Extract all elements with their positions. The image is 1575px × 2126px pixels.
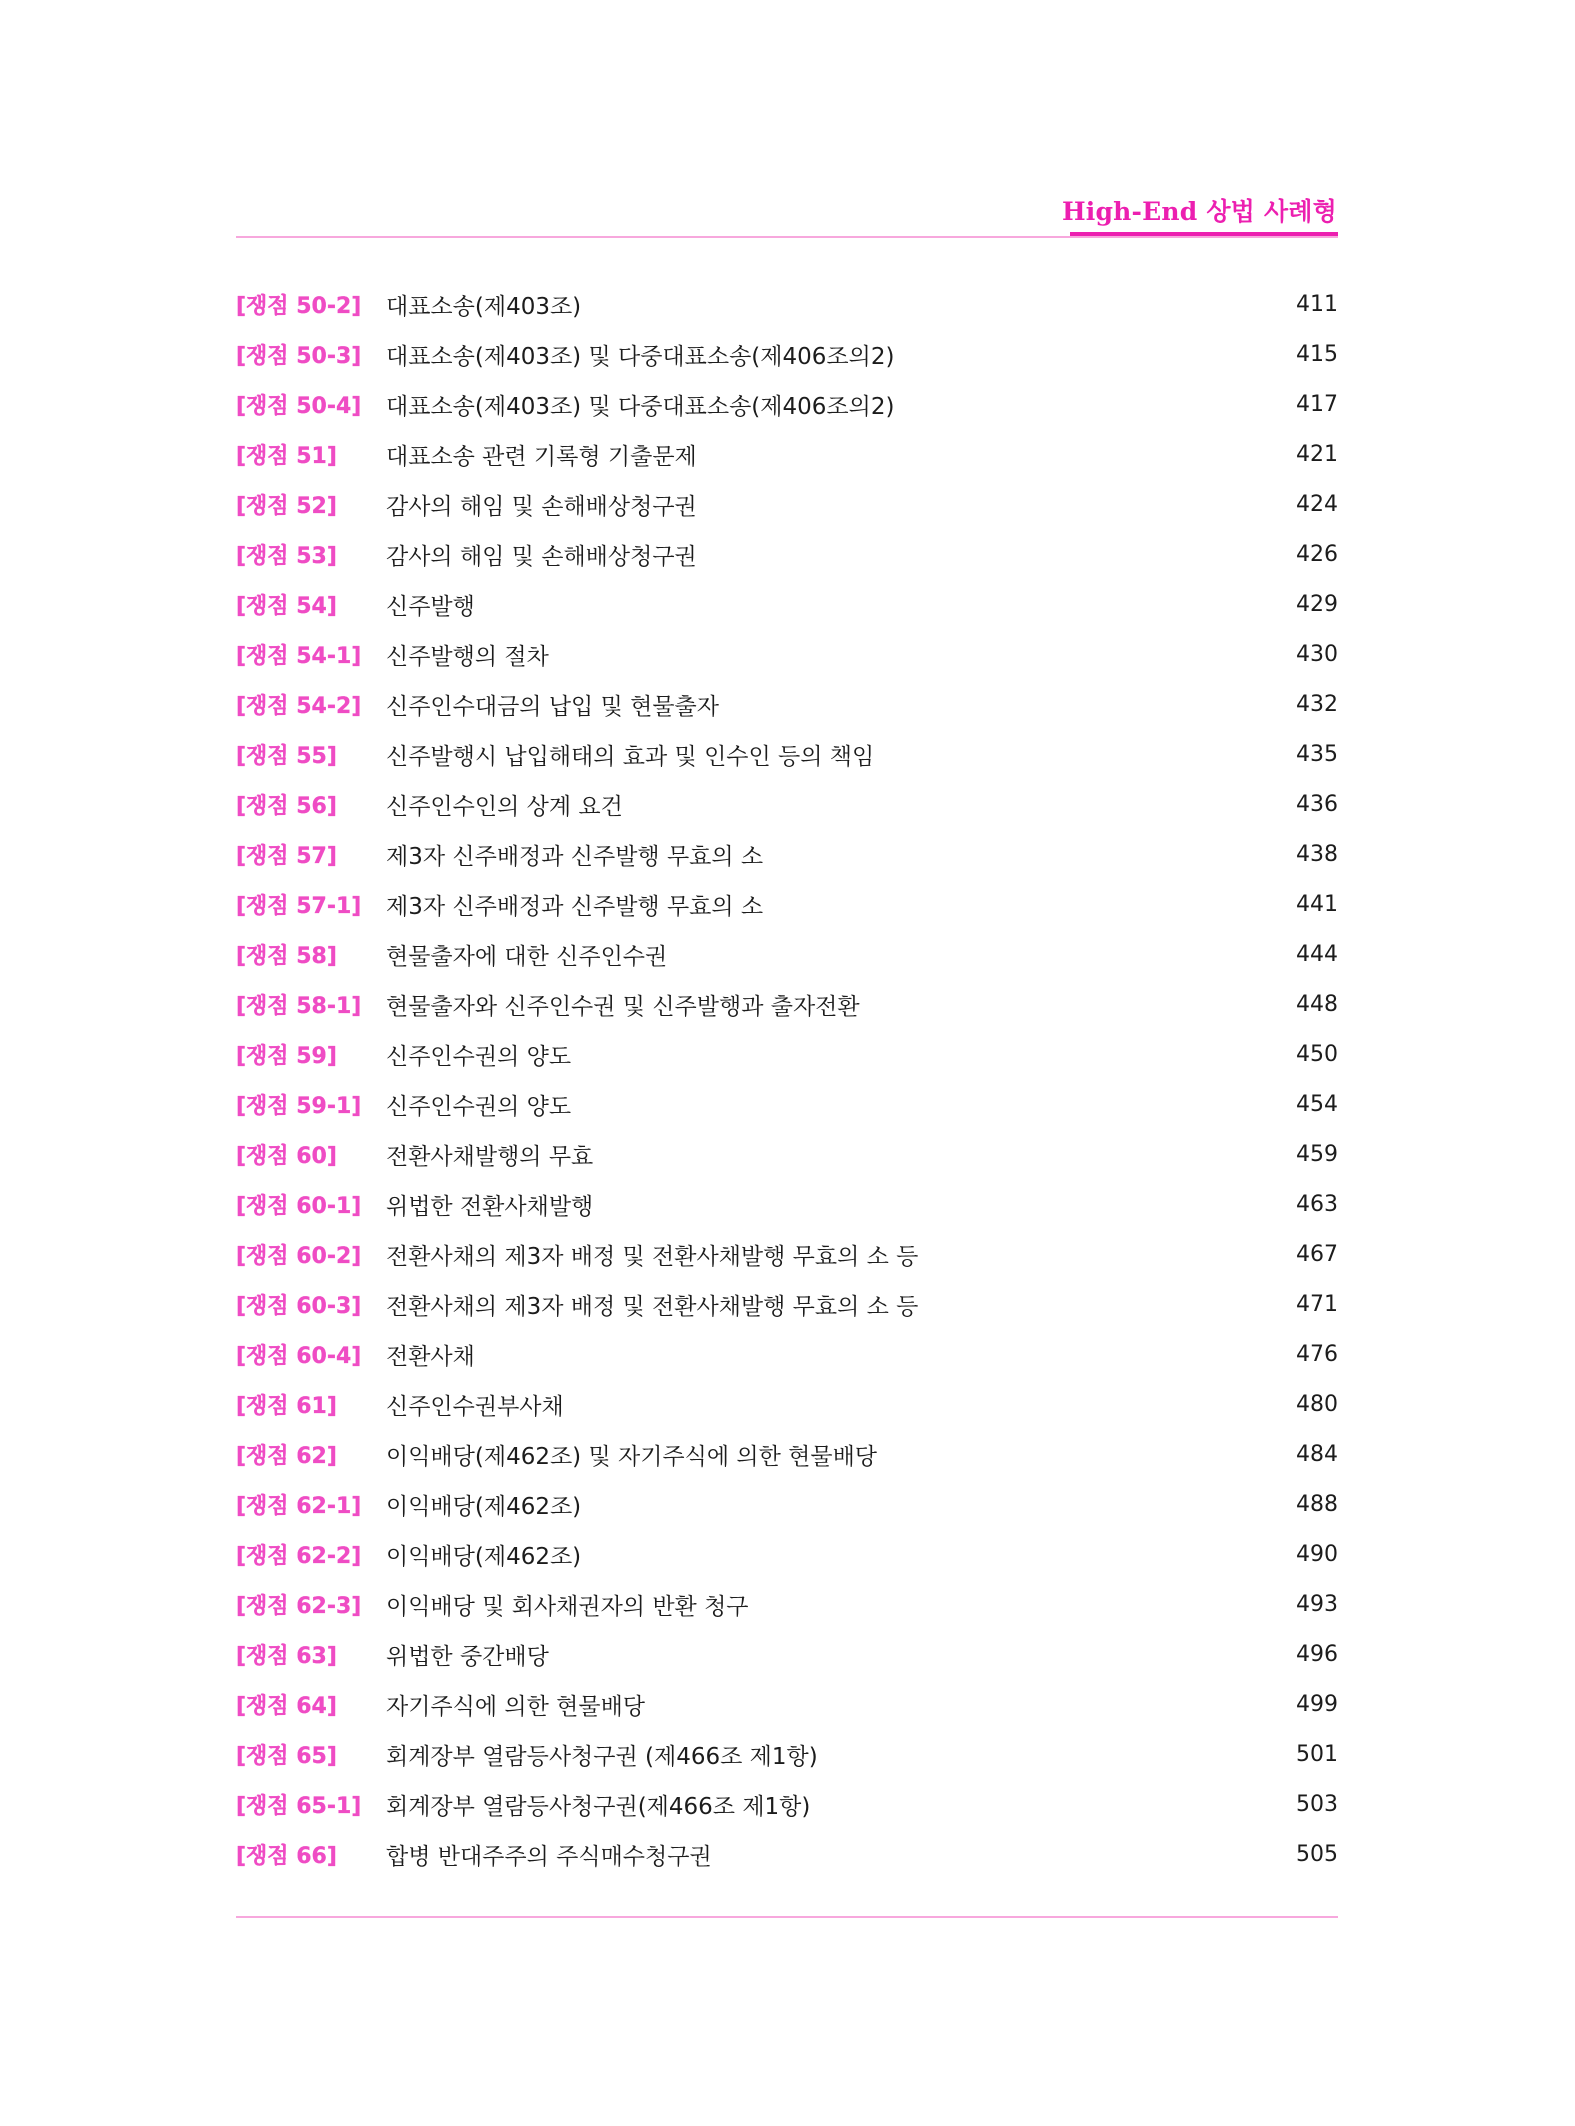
toc-title: 회계장부 열람등사청구권 (제466조 제1항): [386, 1743, 818, 1770]
toc-entry[interactable]: [236, 429, 1338, 479]
toc-issue-label: [쟁점 61]: [236, 1393, 337, 1419]
toc-issue-label: [쟁점 66]: [236, 1843, 337, 1869]
toc-title: 신주인수권의 양도: [386, 1093, 572, 1120]
toc-issue-label: [쟁점 50-3]: [236, 343, 362, 369]
toc-title: 신주발행: [386, 593, 475, 620]
toc-title: 대표소송(제403조): [386, 293, 582, 320]
toc-title: 신주발행시 납입해태의 효과 및 인수인 등의 책임: [386, 743, 875, 770]
toc-entry[interactable]: [236, 979, 1338, 1029]
toc-entry[interactable]: [236, 929, 1338, 979]
toc-issue-label: [쟁점 51]: [236, 443, 337, 469]
toc-entry[interactable]: [236, 479, 1338, 529]
toc-title: 위법한 중간배당: [386, 1643, 549, 1670]
toc-entry[interactable]: [236, 1779, 1338, 1829]
toc-entry[interactable]: [236, 1229, 1338, 1279]
toc-title: 전환사채: [386, 1343, 475, 1370]
toc-title: 신주인수인의 상계 요건: [386, 793, 623, 820]
toc-issue-label: [쟁점 55]: [236, 743, 337, 769]
toc-page-number: 459: [1296, 1141, 1338, 1167]
toc-title: 자기주식에 의한 현물배당: [386, 1693, 646, 1720]
toc-title: 신주발행의 절차: [386, 643, 549, 670]
toc-issue-label: [쟁점 59-1]: [236, 1093, 362, 1119]
toc-entry[interactable]: [236, 1379, 1338, 1429]
toc-page-number: 499: [1296, 1691, 1338, 1717]
toc-entry[interactable]: [236, 1029, 1338, 1079]
header-rule: [236, 236, 1338, 238]
toc-page-number: 471: [1296, 1291, 1338, 1317]
toc-issue-label: [쟁점 57-1]: [236, 893, 362, 919]
toc-title: 전환사채발행의 무효: [386, 1143, 594, 1170]
toc-page-number: 450: [1296, 1041, 1338, 1067]
toc-entry[interactable]: [236, 1279, 1338, 1329]
toc-title: 대표소송(제403조) 및 다중대표소송(제406조의2): [386, 393, 895, 420]
toc-title: 이익배당(제462조) 및 자기주식에 의한 현물배당: [386, 1443, 878, 1470]
toc-entry[interactable]: [236, 729, 1338, 779]
toc-entry[interactable]: [236, 829, 1338, 879]
toc-title: 감사의 해임 및 손해배상청구권: [386, 493, 697, 520]
toc-title: 이익배당 및 회사채권자의 반환 청구: [386, 1593, 749, 1620]
toc-page-number: 438: [1296, 841, 1338, 867]
toc-title: 신주인수대금의 납입 및 현물출자: [386, 693, 719, 720]
toc-entry[interactable]: [236, 579, 1338, 629]
toc-issue-label: [쟁점 62]: [236, 1443, 337, 1469]
toc-title: 제3자 신주배정과 신주발행 무효의 소: [386, 893, 764, 920]
toc-title: 전환사채의 제3자 배정 및 전환사채발행 무효의 소 등: [386, 1243, 919, 1270]
toc-page-number: 484: [1296, 1441, 1338, 1467]
toc-entry[interactable]: [236, 629, 1338, 679]
toc-title: 신주인수권의 양도: [386, 1043, 572, 1070]
toc-entry[interactable]: [236, 1729, 1338, 1779]
toc-title: 감사의 해임 및 손해배상청구권: [386, 543, 697, 570]
toc-entry[interactable]: [236, 279, 1338, 329]
toc-page-number: 426: [1296, 541, 1338, 567]
toc-page-number: 411: [1296, 291, 1338, 317]
toc-entry[interactable]: [236, 1079, 1338, 1129]
toc-page-number: 429: [1296, 591, 1338, 617]
toc-title: 이익배당(제462조): [386, 1493, 582, 1520]
toc-issue-label: [쟁점 60-4]: [236, 1343, 362, 1369]
toc-issue-label: [쟁점 58-1]: [236, 993, 362, 1019]
toc-issue-label: [쟁점 62-1]: [236, 1493, 362, 1519]
toc-entry[interactable]: [236, 779, 1338, 829]
toc-page-number: 480: [1296, 1391, 1338, 1417]
toc-issue-label: [쟁점 65]: [236, 1743, 337, 1769]
toc-issue-label: [쟁점 63]: [236, 1643, 337, 1669]
footer-rule: [236, 1916, 1338, 1918]
toc-issue-label: [쟁점 62-3]: [236, 1593, 362, 1619]
toc-entry[interactable]: [236, 879, 1338, 929]
toc-issue-label: [쟁점 60]: [236, 1143, 337, 1169]
toc-entry[interactable]: [236, 1579, 1338, 1629]
toc-page-number: 430: [1296, 641, 1338, 667]
toc-issue-label: [쟁점 62-2]: [236, 1543, 362, 1569]
toc-entry[interactable]: [236, 529, 1338, 579]
toc-page-number: 493: [1296, 1591, 1338, 1617]
toc-page-number: 463: [1296, 1191, 1338, 1217]
toc-page-number: 490: [1296, 1541, 1338, 1567]
table-of-contents: [236, 279, 1338, 1879]
toc-entry[interactable]: [236, 1529, 1338, 1579]
toc-entry[interactable]: [236, 1829, 1338, 1879]
toc-title: 신주인수권부사채: [386, 1393, 564, 1420]
toc-title: 위법한 전환사채발행: [386, 1193, 594, 1220]
toc-page-number: 476: [1296, 1341, 1338, 1367]
toc-page-number: 417: [1296, 391, 1338, 417]
toc-page-number: 503: [1296, 1791, 1338, 1817]
toc-entry[interactable]: [236, 1679, 1338, 1729]
toc-page-number: 496: [1296, 1641, 1338, 1667]
toc-page-number: 448: [1296, 991, 1338, 1017]
toc-issue-label: [쟁점 54-2]: [236, 693, 362, 719]
toc-entry[interactable]: [236, 1479, 1338, 1529]
toc-title: 현물출자와 신주인수권 및 신주발행과 출자전환: [386, 993, 860, 1020]
toc-issue-label: [쟁점 53]: [236, 543, 337, 569]
toc-issue-label: [쟁점 60-1]: [236, 1193, 362, 1219]
toc-issue-label: [쟁점 57]: [236, 843, 337, 869]
toc-page-number: 424: [1296, 491, 1338, 517]
toc-title: 대표소송(제403조) 및 다중대표소송(제406조의2): [386, 343, 895, 370]
toc-entry[interactable]: [236, 329, 1338, 379]
toc-issue-label: [쟁점 60-2]: [236, 1243, 362, 1269]
toc-entry[interactable]: [236, 1629, 1338, 1679]
toc-issue-label: [쟁점 60-3]: [236, 1293, 362, 1319]
toc-entry[interactable]: [236, 1429, 1338, 1479]
toc-issue-label: [쟁점 64]: [236, 1693, 337, 1719]
toc-entry[interactable]: [236, 1129, 1338, 1179]
toc-entry[interactable]: [236, 679, 1338, 729]
toc-issue-label: [쟁점 54-1]: [236, 643, 362, 669]
toc-issue-label: [쟁점 52]: [236, 493, 337, 519]
toc-page-number: 488: [1296, 1491, 1338, 1517]
toc-entry[interactable]: [236, 1329, 1338, 1379]
toc-entry[interactable]: [236, 1179, 1338, 1229]
toc-page-number: 454: [1296, 1091, 1338, 1117]
toc-issue-label: [쟁점 50-4]: [236, 393, 362, 419]
toc-issue-label: [쟁점 58]: [236, 943, 337, 969]
toc-title: 전환사채의 제3자 배정 및 전환사채발행 무효의 소 등: [386, 1293, 919, 1320]
toc-page-number: 501: [1296, 1741, 1338, 1767]
toc-issue-label: [쟁점 56]: [236, 793, 337, 819]
toc-issue-label: [쟁점 59]: [236, 1043, 337, 1069]
toc-page-number: 436: [1296, 791, 1338, 817]
toc-page-number: 441: [1296, 891, 1338, 917]
running-header-title: High-End 상법 사례형: [1061, 197, 1337, 226]
toc-page-number: 505: [1296, 1841, 1338, 1867]
toc-page-number: 421: [1296, 441, 1338, 467]
toc-page-number: 432: [1296, 691, 1338, 717]
toc-title: 이익배당(제462조): [386, 1543, 582, 1570]
toc-entry[interactable]: [236, 379, 1338, 429]
toc-issue-label: [쟁점 54]: [236, 593, 337, 619]
toc-title: 현물출자에 대한 신주인수권: [386, 943, 668, 970]
toc-issue-label: [쟁점 65-1]: [236, 1793, 362, 1819]
toc-issue-label: [쟁점 50-2]: [236, 293, 362, 319]
toc-title: 대표소송 관련 기록형 기출문제: [386, 443, 697, 470]
toc-page-number: 467: [1296, 1241, 1338, 1267]
toc-title: 회계장부 열람등사청구권(제466조 제1항): [386, 1793, 811, 1820]
toc-page-number: 444: [1296, 941, 1338, 967]
toc-page-number: 415: [1296, 341, 1338, 367]
toc-page-number: 435: [1296, 741, 1338, 767]
toc-title: 합병 반대주주의 주식매수청구권: [386, 1843, 712, 1870]
toc-title: 제3자 신주배정과 신주발행 무효의 소: [386, 843, 764, 870]
